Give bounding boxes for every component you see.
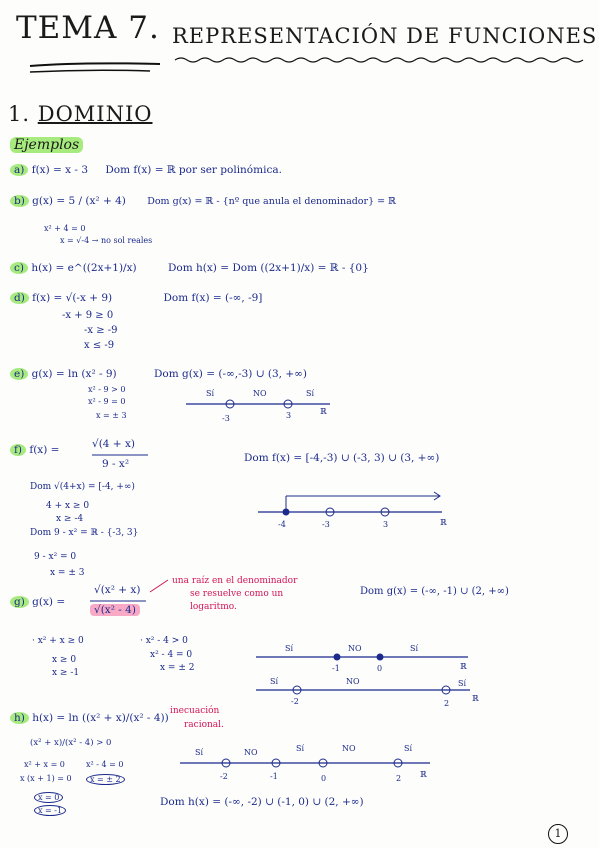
section-name: DOMINIO: [37, 102, 153, 126]
h-c: 0: [321, 774, 327, 783]
item-c-dom: Dom h(x) = Dom ((2x+1)/x) = ℝ - {0}: [167, 262, 369, 274]
item-b: b) g(x) = 5 / (x² + 4) Dom g(x) = ℝ - {nº que anula el denominador} = ℝ: [10, 195, 396, 207]
item-h: h) h(x) = ln ((x² + x)/(x² - 4)): [10, 712, 169, 724]
g1-r: ℝ: [460, 662, 467, 671]
g2-no: NO: [346, 677, 360, 686]
h-s1: Sí: [195, 748, 204, 757]
e-n1: -3: [222, 414, 230, 423]
item-g-note1: una raíz en el denominador: [172, 576, 298, 586]
g2-r: ℝ: [472, 694, 479, 703]
g2-si1: Sí: [270, 677, 279, 686]
item-h-w7: x = -1: [34, 805, 66, 816]
tema-number: TEMA 7.: [16, 10, 160, 46]
item-g-den: √(x² - 4): [90, 604, 140, 616]
item-f-dom: Dom f(x) = [-4,-3) ∪ (-3, 3) ∪ (3, +∞): [244, 452, 440, 464]
item-e: e) g(x) = ln (x² - 9) Dom g(x) = (-∞,-3) ∪ (3, +∞): [10, 368, 307, 380]
h-d: 2: [396, 774, 402, 783]
item-e-w3: x = ± 3: [96, 411, 127, 420]
item-h-w3: x² - 4 = 0: [86, 760, 124, 769]
item-f-den: 9 - x²: [102, 458, 130, 470]
section-heading: 1. DOMINIO: [8, 102, 153, 126]
item-a: a) f(x) = x - 3 Dom f(x) = ℝ por ser polinómica.: [10, 164, 282, 176]
item-h-note1: inecuación: [170, 706, 220, 716]
item-a-func: f(x) = x - 3: [31, 164, 89, 176]
item-f-w2: 4 + x ≥ 0: [46, 501, 90, 511]
item-h-dom: Dom h(x) = (-∞, -2) ∪ (-1, 0) ∪ (2, +∞): [160, 796, 364, 808]
h-s3: Sí: [404, 744, 413, 753]
e-si2: Sí: [306, 389, 315, 398]
item-h-w5: x = ± 2: [86, 774, 125, 785]
item-a-dom: Dom f(x) = ℝ por ser polinómica.: [105, 164, 282, 176]
ejemplos-label: Ejemplos: [10, 137, 83, 153]
item-f: f) f(x) =: [10, 444, 59, 456]
h-n1: NO: [244, 748, 258, 757]
f-n2: -3: [322, 520, 330, 529]
item-g: g) g(x) =: [10, 596, 65, 608]
item-g-prefix: g(x) =: [32, 596, 66, 608]
item-h-func: h(x) = ln ((x² + x)/(x² - 4)): [32, 712, 169, 724]
item-d: d) f(x) = √(-x + 9) Dom f(x) = (-∞, -9]: [10, 292, 262, 304]
g2-n1: -2: [291, 697, 299, 706]
item-h-note2: racional.: [184, 720, 224, 730]
page-number: 1: [548, 824, 568, 844]
item-g-w6: x = ± 2: [160, 663, 195, 673]
item-g-note3: logaritmo.: [190, 602, 237, 612]
item-f-w1: Dom √(4+x) = [-4, +∞): [30, 482, 135, 492]
item-g-note2: se resuelve como un: [190, 589, 284, 599]
item-f-num: √(4 + x): [92, 438, 135, 450]
g1-n1: -1: [332, 664, 340, 673]
h-s2: Sí: [296, 744, 305, 753]
page-title: REPRESENTACIÓN DE FUNCIONES: [172, 24, 598, 48]
g1-n2: 0: [377, 664, 383, 673]
item-e-func: g(x) = ln (x² - 9): [31, 368, 117, 380]
item-b-func: g(x) = 5 / (x² + 4): [32, 195, 126, 207]
item-f-prefix: f(x) =: [29, 444, 60, 456]
e-n2: 3: [286, 411, 292, 420]
h-b: -1: [270, 772, 278, 781]
item-e-w1: x² - 9 > 0: [88, 385, 126, 394]
g2-si2: Sí: [458, 679, 467, 688]
item-d-w3: x ≤ -9: [84, 340, 115, 351]
item-h-w4: x (x + 1) = 0: [20, 774, 72, 783]
item-g-w3: x ≥ -1: [52, 668, 80, 678]
item-c: c) h(x) = e^((2x+1)/x) Dom h(x) = Dom ((2x+1)/x) = ℝ - {0}: [10, 262, 369, 274]
item-d-w2: -x ≥ -9: [84, 325, 118, 336]
item-g-num: √(x² + x): [94, 584, 141, 596]
item-f-w5: 9 - x² = 0: [34, 552, 77, 562]
item-g-w4: · x² - 4 > 0: [140, 636, 188, 646]
item-d-w1: -x + 9 ≥ 0: [62, 310, 114, 321]
h-r: ℝ: [420, 770, 427, 779]
item-g-dom: Dom g(x) = (-∞, -1) ∪ (2, +∞): [360, 586, 509, 597]
item-f-w6: x = ± 3: [50, 568, 85, 578]
item-f-w3: x ≥ -4: [56, 514, 84, 524]
item-b-work1: x² + 4 = 0: [44, 224, 86, 233]
item-e-w2: x² - 9 = 0: [88, 397, 126, 406]
item-c-func: h(x) = e^((2x+1)/x): [31, 262, 137, 274]
f-r: ℝ: [440, 518, 447, 527]
g2-n2: 2: [444, 699, 450, 708]
item-f-w4: Dom 9 - x² = ℝ - {-3, 3}: [30, 528, 139, 538]
item-d-dom: Dom f(x) = (-∞, -9]: [163, 292, 263, 304]
item-g-w2: x ≥ 0: [52, 655, 77, 665]
g1-si1: Sí: [285, 644, 294, 653]
f-n1: -4: [278, 520, 286, 529]
e-si1: Sí: [206, 389, 215, 398]
item-b-work2: x = √-4 → no sol reales: [60, 236, 153, 245]
e-no: NO: [253, 389, 267, 398]
g1-si2: Sí: [410, 644, 419, 653]
g1-no: NO: [348, 644, 362, 653]
f-n3: 3: [383, 520, 389, 529]
item-g-w5: x² - 4 = 0: [150, 650, 193, 660]
item-h-w2: x² + x = 0: [24, 760, 65, 769]
item-b-dom: Dom g(x) = ℝ - {nº que anula el denominador} = ℝ: [147, 196, 397, 207]
h-a: -2: [220, 772, 228, 781]
item-g-w1: · x² + x ≥ 0: [32, 636, 84, 646]
item-h-w1: (x² + x)/(x² - 4) > 0: [30, 738, 112, 748]
h-n2: NO: [342, 744, 356, 753]
item-d-func: f(x) = √(-x + 9): [32, 292, 113, 304]
item-h-w6: x = 0: [34, 792, 63, 803]
item-e-dom: Dom g(x) = (-∞,-3) ∪ (3, +∞): [154, 368, 307, 380]
e-r: ℝ: [320, 407, 327, 416]
